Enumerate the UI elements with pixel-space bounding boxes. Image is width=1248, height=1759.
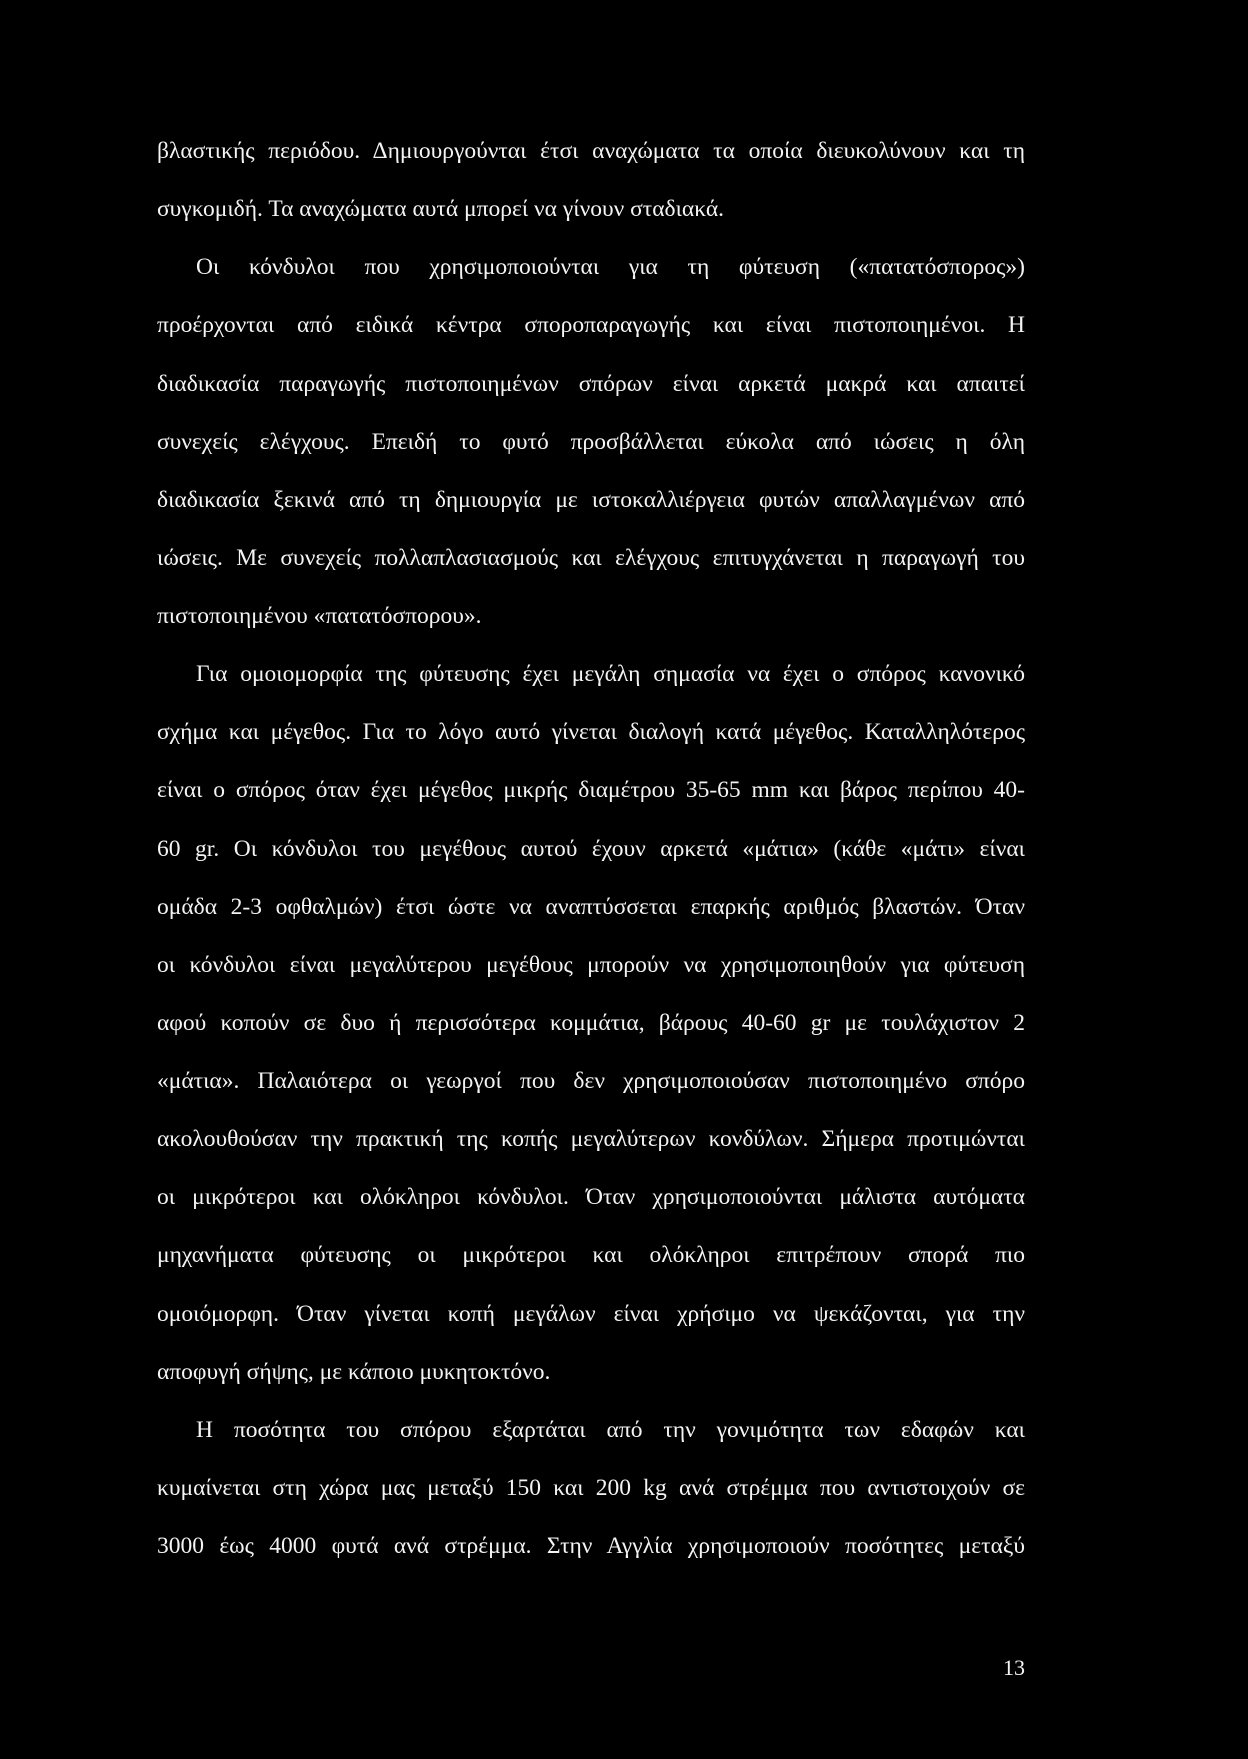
text-line: πιστοποιημένου «πατατόσπορου».: [157, 603, 482, 629]
text-line: οι κόνδυλοι είναι μεγαλύτερου μεγέθους μπορούν να χρησιμοποιηθούν για φύτευση: [157, 951, 1025, 978]
text-line: προέρχονται από ειδικά κέντρα σποροπαραγωγής και είναι πιστοποιημένοι. Η: [157, 312, 1025, 339]
text-line: συγκομιδή. Τα αναχώματα αυτά μπορεί να γίνουν σταδιακά.: [157, 196, 725, 223]
text-line: ακολουθούσαν την πρακτική της κοπής μεγαλύτερων κονδύλων. Σήμερα προτιμώνται: [157, 1126, 1025, 1153]
paragraph: [157, 122, 1025, 238]
text-line: Για ομοιομορφία της φύτευσης έχει μεγάλη σημασία να έχει ο σπόρος κανονικό: [196, 661, 1025, 688]
text-line: είναι ο σπόρος όταν έχει μέγεθος μικρής διαμέτρου 35-65 mm και βάρος περίπου 40-: [157, 777, 1025, 804]
text-line: βλαστικής περιόδου. Δημιουργούνται έτσι αναχώματα τα οποία διευκολύνουν και τη: [157, 138, 1025, 164]
text-line: σχήμα και μέγεθος. Για το λόγο αυτό γίνεται διαλογή κατά μέγεθος. Καταλληλότερος: [157, 719, 1025, 746]
text-line: «μάτια». Παλαιότερα οι γεωργοί που δεν χρησιμοποιούσαν πιστοποιημένο σπόρο: [157, 1068, 1025, 1094]
text-line: αφού κοπούν σε δυο ή περισσότερα κομμάτια, βάρους 40-60 gr με τουλάχιστον 2: [157, 1009, 1025, 1036]
paragraph: [157, 645, 1025, 1401]
text-line: μηχανήματα φύτευσης οι μικρότεροι και ολόκληροι επιτρέπουν σπορά πιο: [157, 1242, 1025, 1269]
text-line: 60 gr. Οι κόνδυλοι του μεγέθους αυτού έχουν αρκετά «μάτια» (κάθε «μάτι» είναι: [157, 835, 1025, 862]
text-line: ομάδα 2-3 οφθαλμών) έτσι ώστε να αναπτύσσεται επαρκής αριθμός βλαστών. Όταν: [157, 893, 1025, 920]
text-line: διαδικασία ξεκινά από τη δημιουργία με ιστοκαλλιέργεια φυτών απαλλαγμένων από: [157, 486, 1025, 513]
text-line: οι μικρότεροι και ολόκληροι κόνδυλοι. Όταν χρησιμοποιούνται μάλιστα αυτόματα: [157, 1184, 1025, 1211]
text-line: αποφυγή σήψης, με κάποιο μυκητοκτόνο.: [157, 1358, 551, 1385]
text-line: Οι κόνδυλοι που χρησιμοποιούνται για τη φύτευση («πατατόσπορος»): [196, 254, 1025, 281]
text-line: 3000 έως 4000 φυτά ανά στρέμμα. Στην Αγγλία χρησιμοποιούν ποσότητες μεταξύ: [157, 1533, 1025, 1559]
paragraph: [157, 1401, 1025, 1575]
text-line: ομοιόμορφη. Όταν γίνεται κοπή μεγάλων είναι χρήσιμο να ψεκάζονται, για την: [157, 1300, 1025, 1327]
text-line: διαδικασία παραγωγής πιστοποιημένων σπόρων είναι αρκετά μακρά και απαιτεί: [157, 370, 1025, 397]
paragraph: [157, 238, 1025, 645]
page-number: 13: [1003, 1655, 1025, 1680]
text-line: κυμαίνεται στη χώρα μας μεταξύ 150 και 200 kg ανά στρέμμα που αντιστοιχούν σε: [157, 1474, 1025, 1501]
body-text: [157, 122, 1025, 1575]
text-line: συνεχείς ελέγχους. Επειδή το φυτό προσβάλλεται εύκολα από ιώσεις η όλη: [157, 428, 1025, 455]
text-line: ιώσεις. Με συνεχείς πολλαπλασιασμούς και ελέγχους επιτυγχάνεται η παραγωγή του: [157, 544, 1025, 571]
text-line: Η ποσότητα του σπόρου εξαρτάται από την γονιμότητα των εδαφών και: [196, 1416, 1025, 1443]
